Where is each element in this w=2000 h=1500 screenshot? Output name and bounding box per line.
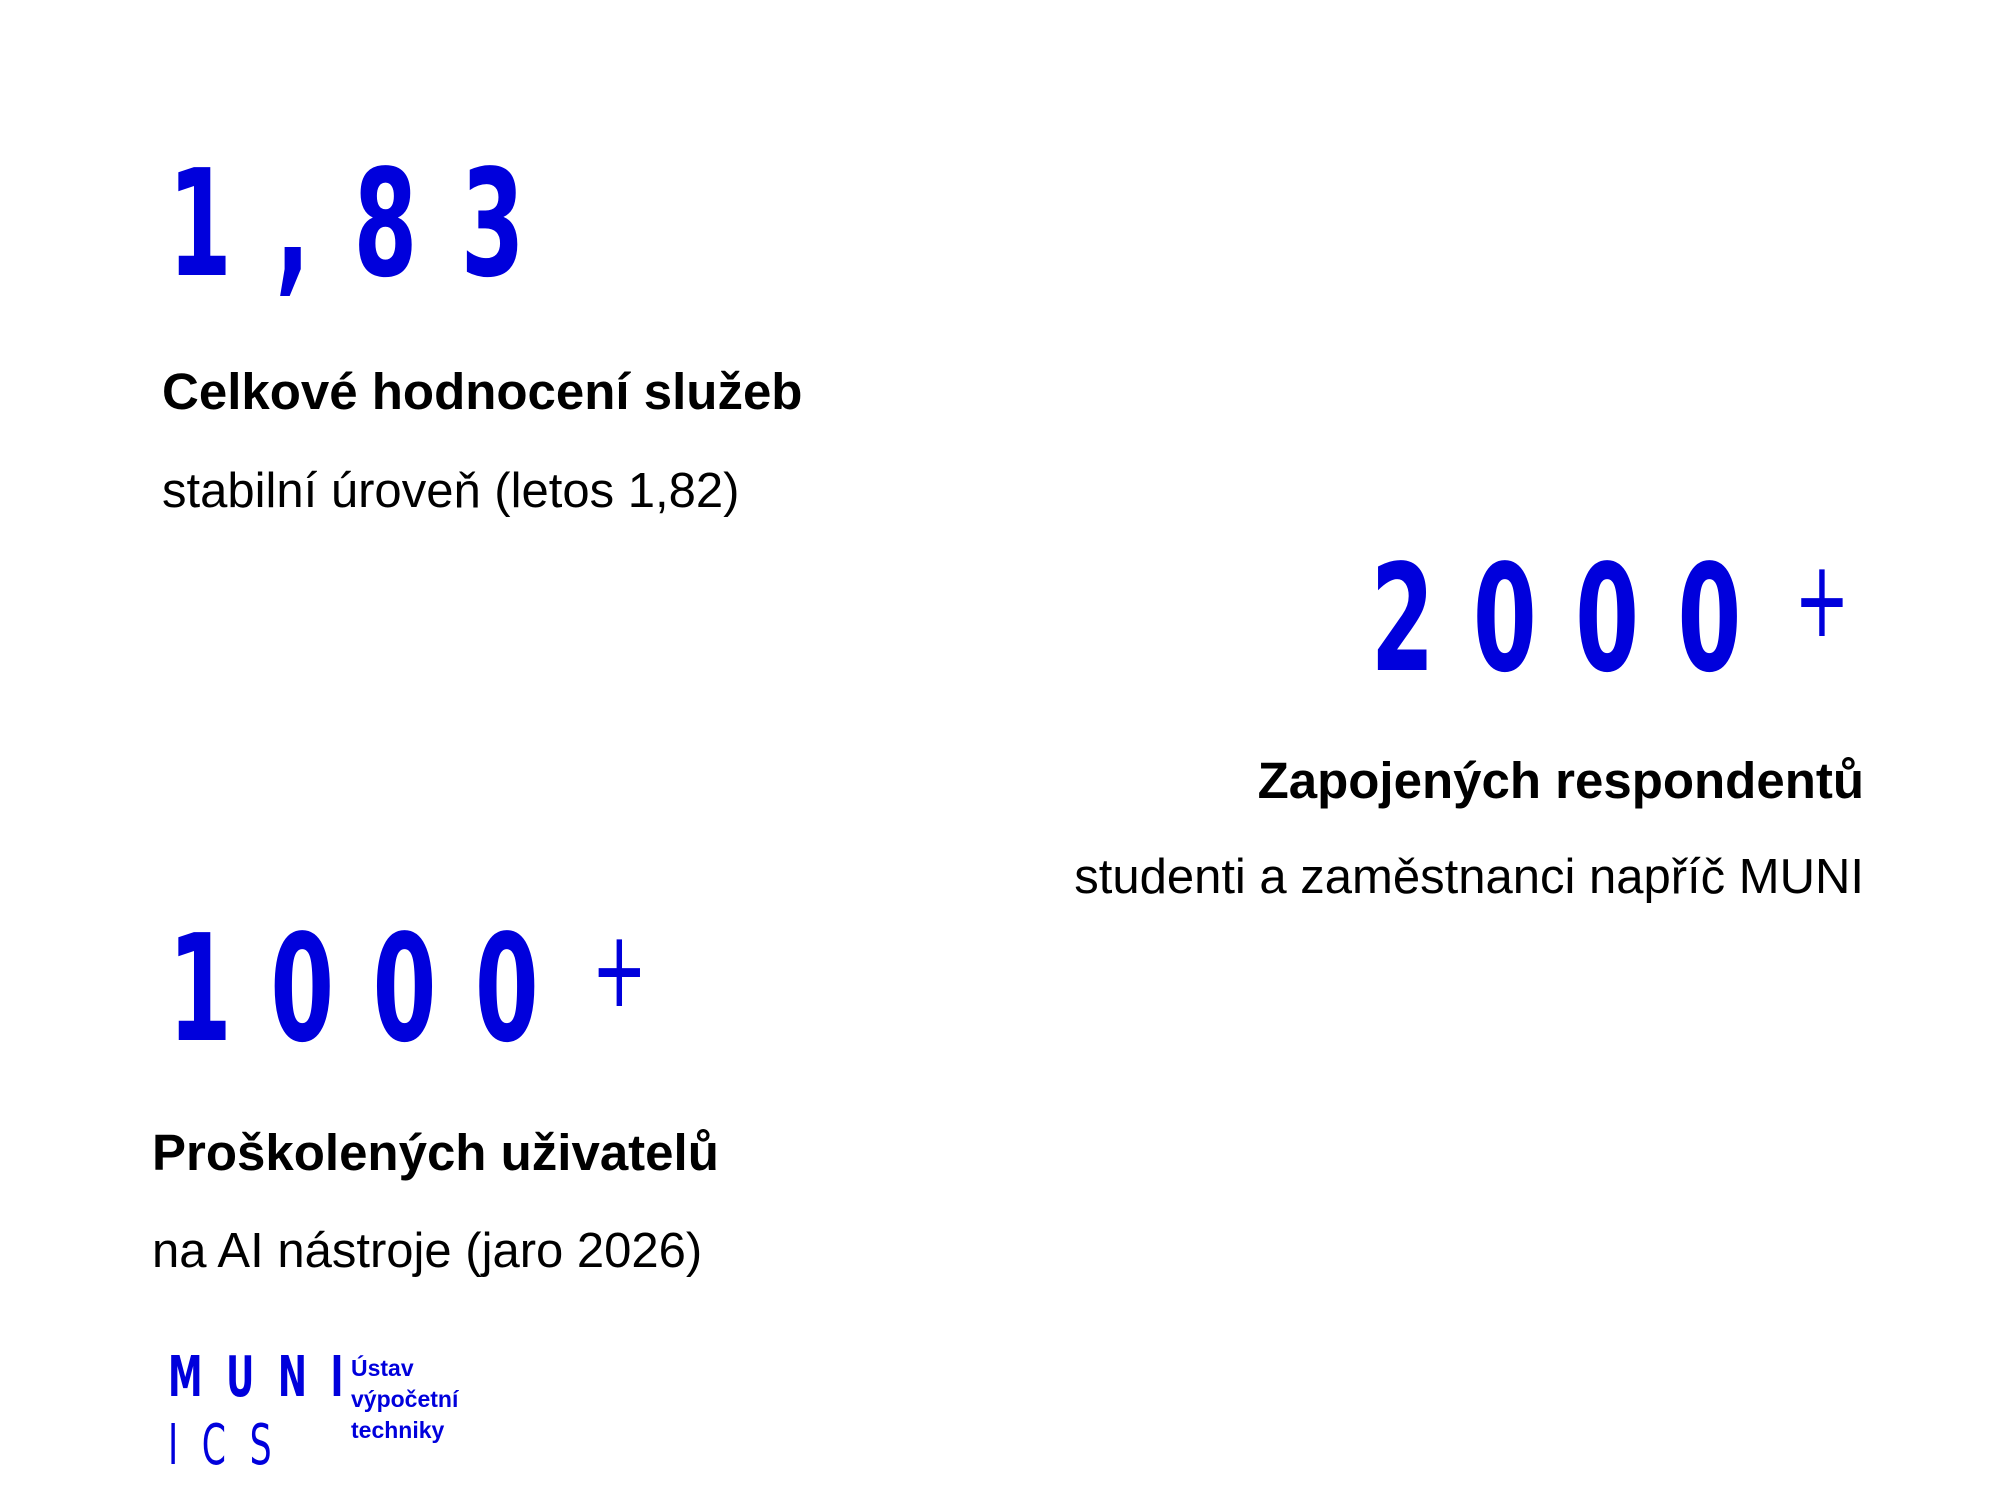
logo-text-line: Ústav: [351, 1355, 414, 1381]
stat-value-rating-number: 1,83: [168, 138, 569, 310]
stat-value-rating: [168, 138, 569, 310]
logo-text-line: výpočetní: [351, 1386, 459, 1412]
stat-title-trained-users: Proškolených uživatelů: [152, 1124, 719, 1181]
logo-institute-name: [351, 1353, 458, 1446]
stat-title-rating: Celkové hodnocení služeb: [162, 363, 803, 420]
stat-value-respondents-number: 2000: [1370, 533, 1781, 705]
stat-description-rating: stabilní úroveň (letos 1,82): [162, 464, 740, 518]
plus-suffix: +: [1794, 537, 1850, 662]
stat-value-respondents: [1370, 533, 1850, 705]
stat-value-trained-users: [168, 903, 648, 1075]
stat-title-respondents: Zapojených respondentů: [1257, 752, 1864, 809]
muni-ics-logo: [168, 1345, 498, 1480]
stat-description-trained-users: na AI nástroje (jaro 2026): [152, 1224, 703, 1278]
logo-text-line: techniky: [351, 1417, 445, 1443]
stat-value-trained-users-number: 1000: [168, 903, 578, 1075]
plus-suffix: +: [591, 907, 648, 1032]
logo-mark-ics: ICS: [168, 1413, 296, 1478]
stat-description-respondents: studenti a zaměstnanci napříč MUNI: [1074, 850, 1864, 904]
logo-mark-muni: MUNI: [168, 1345, 367, 1410]
